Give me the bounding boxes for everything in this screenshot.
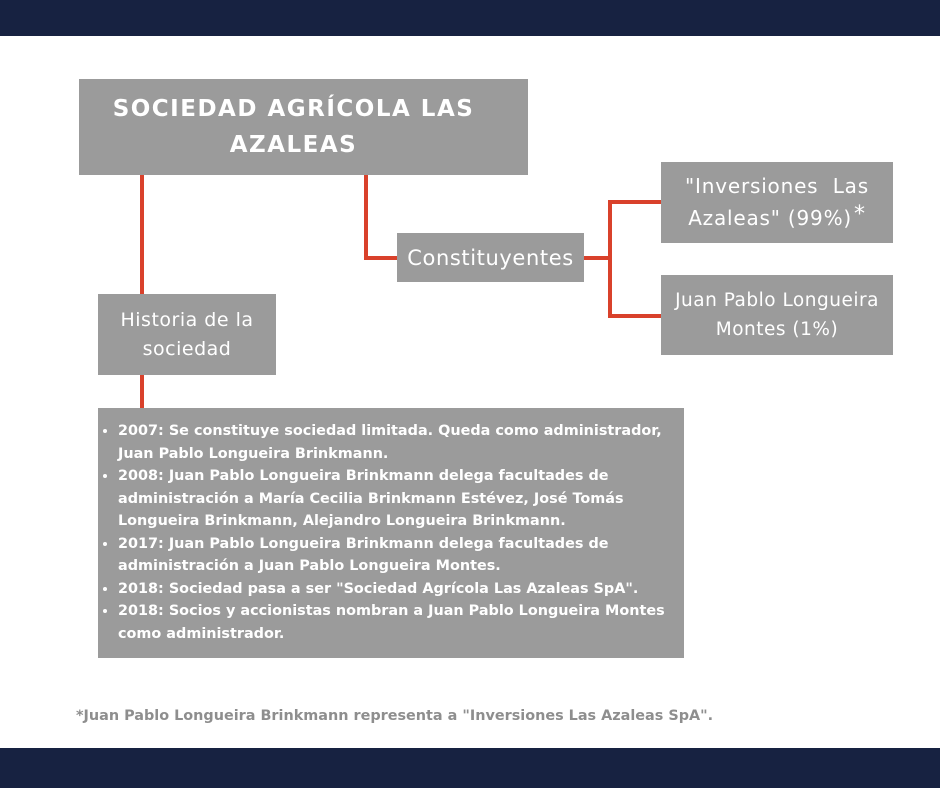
company-title-line2: AZALEAS: [229, 132, 358, 158]
historia-label-line1: Historia de la: [120, 308, 254, 331]
member-juan-pablo-line2: Montes (1%): [715, 319, 839, 340]
member-inversiones-name: Azaleas" (99%): [688, 206, 852, 230]
historia-box: [98, 294, 276, 375]
constituyentes-label: Constituyentes: [407, 245, 574, 270]
history-list: [98, 420, 674, 645]
connector-title-to-constituyentes: [366, 176, 397, 258]
history-item: • 2018: Socios y accionistas nombran a Juan Pablo Longueira Montes como administrador.: [118, 600, 674, 645]
member-juan-pablo-box: [661, 275, 893, 355]
constituyentes-box: [397, 233, 584, 282]
history-item: • 2017: Juan Pablo Longueira Brinkmann delega facultades de administración a Juan Pablo Longueira Montes.: [118, 533, 674, 578]
company-title-box: [79, 79, 528, 175]
member-inversiones-line2: [685, 202, 869, 235]
history-item: • 2018: Sociedad pasa a ser "Sociedad Agrícola Las Azaleas SpA".: [118, 578, 674, 601]
history-item: • 2007: Se constituye sociedad limitada. Queda como administrador, Juan Pablo Longueira Brinkmann.: [118, 420, 674, 465]
history-item: • 2008: Juan Pablo Longueira Brinkmann delega facultades de administración a María Cecilia Brinkmann Estévez, José Tomás Longueira Brinkmann, Alejandro Longueira Brinkmann.: [118, 465, 674, 533]
history-list-panel: [98, 408, 684, 658]
company-title: [113, 91, 475, 163]
member-juan-pablo-line1: Juan Pablo Longueira: [675, 290, 879, 311]
historia-label-line2: sociedad: [142, 337, 232, 360]
member-inversiones-line1: "Inversiones Las: [685, 174, 869, 198]
company-title-line1: SOCIEDAD AGRÍCOLA LAS: [112, 96, 475, 122]
member-inversiones-box: [661, 162, 893, 243]
footnote: *Juan Pablo Longueira Brinkmann representa a "Inversiones Las Azaleas SpA".: [76, 708, 714, 724]
footnote-asterisk: *: [853, 202, 866, 227]
